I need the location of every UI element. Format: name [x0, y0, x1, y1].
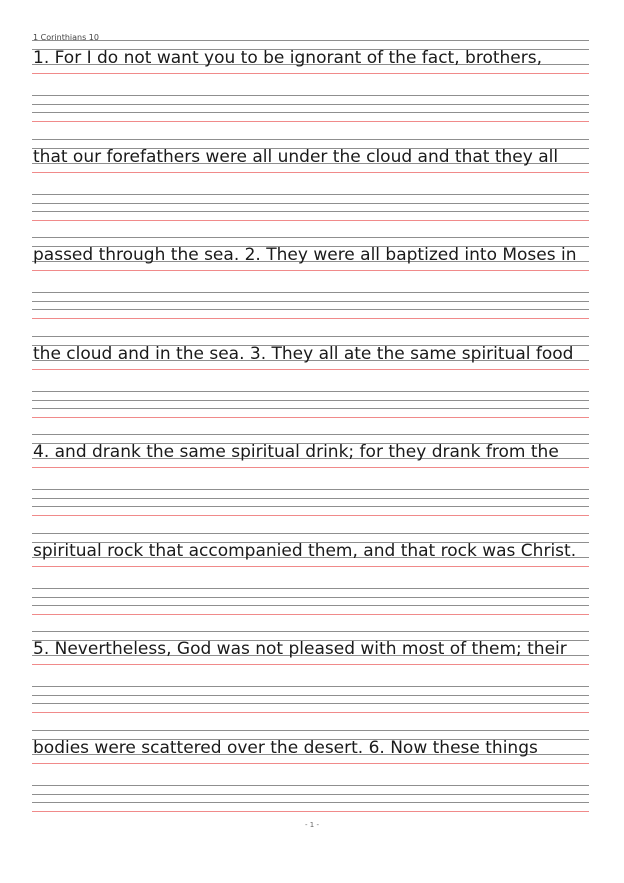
text-line: 4. and drank the same spiritual drink; for they drank from the [33, 442, 559, 462]
guide-line [32, 336, 589, 337]
baseline-red [32, 515, 589, 516]
baseline-red [32, 73, 589, 74]
baseline-red [32, 270, 589, 271]
page-header: 1 Corinthians 10 [33, 33, 99, 42]
baseline-red [32, 566, 589, 567]
baseline-red [32, 811, 589, 812]
baseline-red [32, 369, 589, 370]
practice-block [32, 730, 589, 829]
practice-block [32, 631, 589, 730]
guide-line [32, 301, 589, 302]
text-line: spiritual rock that accompanied them, and that rock was Christ. [33, 540, 577, 561]
guide-line [32, 533, 589, 534]
guide-line [32, 730, 589, 731]
text-line: the cloud and in the sea. 3. They all ate the same spiritual food [33, 343, 574, 364]
handwriting-practice-sheet [32, 40, 589, 828]
baseline-red [32, 467, 589, 468]
baseline-red [32, 172, 589, 173]
guide-line [32, 703, 589, 704]
guide-line [32, 631, 589, 632]
text-line: passed through the sea. 2. They were all baptized into Moses in [33, 245, 577, 265]
guide-line [32, 802, 589, 803]
guide-line [32, 203, 589, 204]
practice-block [32, 139, 589, 238]
guide-line [32, 95, 589, 96]
guide-line [32, 695, 589, 696]
baseline-red [32, 712, 589, 713]
guide-line [32, 139, 589, 140]
guide-line [32, 391, 589, 392]
guide-line [32, 40, 589, 41]
baseline-red [32, 614, 589, 615]
practice-block [32, 434, 589, 533]
baseline-red [32, 318, 589, 319]
guide-line [32, 506, 589, 507]
guide-line [32, 597, 589, 598]
baseline-red [32, 664, 589, 665]
baseline-red [32, 417, 589, 418]
guide-line [32, 785, 589, 786]
baseline-red [32, 763, 589, 764]
practice-block [32, 336, 589, 435]
guide-line [32, 211, 589, 212]
guide-line [32, 237, 589, 238]
guide-line [32, 112, 589, 113]
guide-line [32, 194, 589, 195]
guide-line [32, 408, 589, 409]
text-line: that our forefathers were all under the cloud and that they all [33, 146, 559, 167]
guide-line [32, 588, 589, 589]
page-number: - 1 - [305, 821, 319, 829]
guide-line [32, 794, 589, 795]
guide-line [32, 292, 589, 293]
text-line: 1. For I do not want you to be ignorant of the fact, brothers, [33, 48, 542, 68]
practice-block [32, 533, 589, 632]
guide-line [32, 605, 589, 606]
guide-line [32, 489, 589, 490]
guide-line [32, 309, 589, 310]
guide-line [32, 434, 589, 435]
guide-line [32, 498, 589, 499]
text-line: bodies were scattered over the desert. 6. Now these things [33, 737, 538, 758]
text-line: 5. Nevertheless, God was not pleased with most of them; their [33, 639, 567, 659]
guide-line [32, 686, 589, 687]
guide-line [32, 104, 589, 105]
baseline-red [32, 121, 589, 122]
practice-block [32, 40, 589, 139]
baseline-red [32, 220, 589, 221]
guide-line [32, 400, 589, 401]
practice-block [32, 237, 589, 336]
